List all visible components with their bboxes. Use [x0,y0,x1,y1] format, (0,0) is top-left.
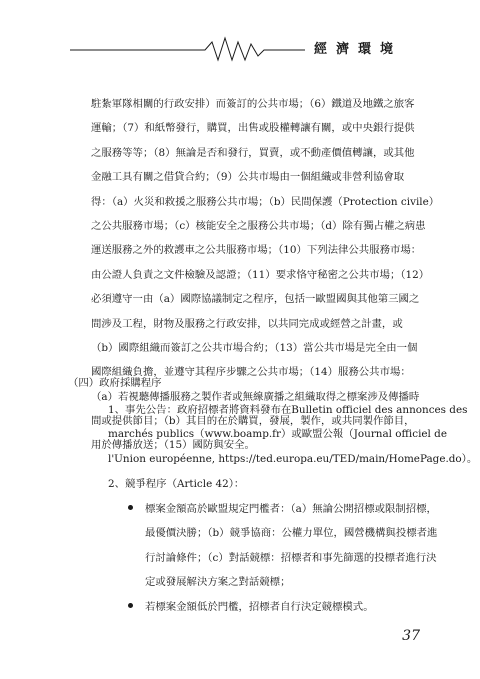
text-line: （b）國際組織而簽訂之公共市場合約；（13）當公共市場是完全由一個 [91,341,418,354]
text-line: 駐紮軍隊相關的行政安排）而簽訂的公共市場；（6）鐵道及地鐵之旅客 [91,98,415,110]
text-line: 之公共服務市場；（c）核能安全之服務公共市場；（d）除有獨占權之病患 [91,219,426,232]
page-header [0,0,480,90]
text-line: 若標案金額低於門檻，招標者自行決定競標模式。 [145,600,374,613]
item-label: 2、競爭程序（Article 42）： [108,478,245,490]
text-line: 由公證人負責之文件檢驗及認證；（11）要求恪守秘密之公共市場；（12） [91,268,430,281]
text-line: 行討論條件；（c）對話競標：招標者和事先篩選的投標者進行決 [145,551,437,564]
text-line: 國際組織負擔，並遵守其程序步驟之公共市場；（14）服務公共市場： [91,366,411,379]
text-line: 得：（a）火災和救援之服務公共市場；（b）民間保護（Protection civile） [91,195,440,208]
list-item [128,595,423,619]
text-line: （a）若視聽傳播服務之製作者或無線廣播之組織取得之標案涉及傳播時 [91,390,420,403]
section-heading: （四）政府採購程序 [68,377,162,389]
text-line: marchés publics（www.boamp.fr）或歐盟公報（Journal officiel de [108,428,447,441]
text-line: 標案金額高於歐盟規定門檻者：（a）無論公開招標或限制招標， [145,503,437,515]
text-line: 1、事先公告：政府招標者將資料發布在Bulletin officiel des annonces des [108,404,468,416]
text-line: 金融工具有關之借貸合約；（9）公共市場由一個組織或非營利協會取 [91,171,405,184]
list-item [128,497,438,595]
bullet-list [128,497,438,619]
bullet-icon [128,603,133,608]
text-line: 最優價決勝；（b）競爭協商：公權力單位，國營機構與投標者進 [145,527,438,540]
text-line: 運輸；（7）和紙幣發行，購買，出售或股權轉讓有關，或中央銀行提供 [91,122,415,135]
bullet-icon [128,505,133,510]
text-line: 間或提供節目；（b）其目的在於購買，發展，製作，或共同製作節目， [91,415,415,428]
text-line: l'Union européenne, https://ted.europa.eu/TED/main/HomePage.do）。 [108,452,478,465]
text-line: 間涉及工程，財物及服務之行政安排，以共同完成或經營之計畫，或 [91,317,403,330]
page-number: 37 [402,628,420,644]
text-line: 之服務等等；（8）無論是否和發行，買賣，或不動產價值轉讓，或其他 [91,146,415,159]
header-title: 經濟環境 [314,42,403,57]
procedure-item-competition [108,472,423,496]
text-line: 運送服務之外的救護車之公共服務市場；（10）下列法律公共服務市場： [91,244,422,257]
text-line: 用於傳播放送；（15）國防與安全。 [91,439,255,452]
text-line: 定或發展解決方案之對話競標； [145,576,291,589]
procedure-item-prior-notice [108,398,478,471]
text-line: 必須遵守一由（a）國際協議制定之程序，包括一歐盟國與其他第三國之 [91,293,420,306]
